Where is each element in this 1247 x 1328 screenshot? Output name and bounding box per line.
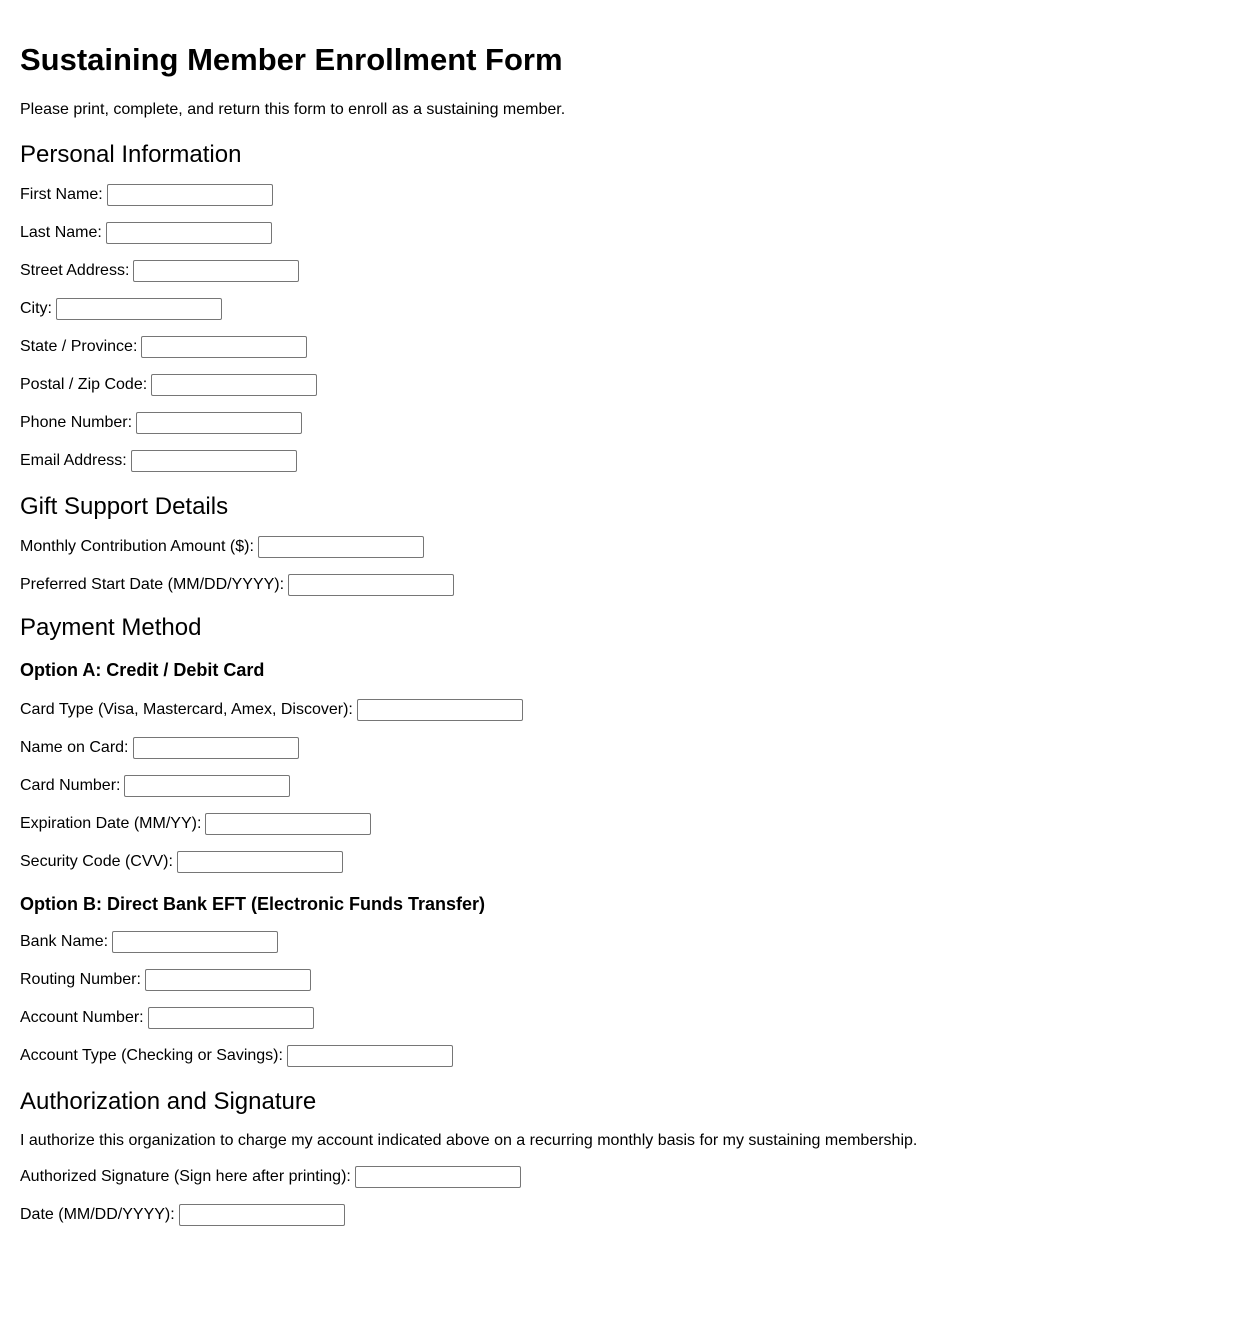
monthly-amount-label: Monthly Contribution Amount ($): bbox=[20, 538, 254, 555]
card-number-field[interactable] bbox=[124, 775, 290, 797]
account-number-field[interactable] bbox=[148, 1007, 314, 1029]
field-row-name-on-card bbox=[20, 737, 1227, 759]
field-row-card-type bbox=[20, 699, 1227, 721]
name-on-card-field[interactable] bbox=[133, 737, 299, 759]
field-row-monthly-amount bbox=[20, 536, 1227, 558]
date-label: Date (MM/DD/YYYY): bbox=[20, 1206, 175, 1223]
page-title: Sustaining Member Enrollment Form bbox=[20, 42, 563, 77]
first-name-field[interactable] bbox=[107, 184, 273, 206]
field-row-signature bbox=[20, 1166, 1227, 1188]
postal-zip-field[interactable] bbox=[151, 374, 317, 396]
field-row-account-type bbox=[20, 1045, 1227, 1067]
section-heading-personal: Personal Information bbox=[20, 141, 242, 168]
postal-zip-label: Postal / Zip Code: bbox=[20, 376, 148, 393]
street-address-field[interactable] bbox=[133, 260, 299, 282]
field-row-street-address bbox=[20, 260, 1227, 282]
start-date-field[interactable] bbox=[288, 574, 454, 596]
section-heading-gift: Gift Support Details bbox=[20, 493, 229, 520]
field-row-bank-name bbox=[20, 931, 1227, 953]
expiration-field[interactable] bbox=[205, 813, 371, 835]
field-row-state-province bbox=[20, 336, 1227, 358]
authorization-statement: I authorize this organization to charge my account indicated above on a recurring monthly basis for my sustaining membership. bbox=[20, 1132, 918, 1149]
field-row-card-number bbox=[20, 775, 1227, 797]
monthly-amount-field[interactable] bbox=[258, 536, 424, 558]
account-type-field[interactable] bbox=[287, 1045, 453, 1067]
card-number-label: Card Number: bbox=[20, 777, 121, 794]
email-label: Email Address: bbox=[20, 452, 127, 469]
field-row-cvv bbox=[20, 851, 1227, 873]
field-row-email bbox=[20, 450, 1227, 472]
cvv-label: Security Code (CVV): bbox=[20, 853, 173, 870]
state-province-label: State / Province: bbox=[20, 338, 138, 355]
field-row-account-number bbox=[20, 1007, 1227, 1029]
last-name-label: Last Name: bbox=[20, 224, 102, 241]
city-field[interactable] bbox=[56, 298, 222, 320]
street-address-label: Street Address: bbox=[20, 262, 130, 279]
subheading-option-b: Option B: Direct Bank EFT (Electronic Funds Transfer) bbox=[20, 894, 486, 914]
form-intro: Please print, complete, and return this form to enroll as a sustaining member. bbox=[20, 101, 566, 118]
date-field[interactable] bbox=[179, 1204, 345, 1226]
city-label: City: bbox=[20, 300, 52, 317]
cvv-field[interactable] bbox=[177, 851, 343, 873]
routing-number-field[interactable] bbox=[145, 969, 311, 991]
routing-number-label: Routing Number: bbox=[20, 971, 141, 988]
state-province-field[interactable] bbox=[141, 336, 307, 358]
field-row-expiration bbox=[20, 813, 1227, 835]
last-name-field[interactable] bbox=[106, 222, 272, 244]
field-row-date bbox=[20, 1204, 1227, 1226]
enrollment-form-page bbox=[0, 42, 1247, 1226]
field-row-start-date bbox=[20, 574, 1227, 596]
field-row-first-name bbox=[20, 184, 1227, 206]
name-on-card-label: Name on Card: bbox=[20, 739, 129, 756]
expiration-label: Expiration Date (MM/YY): bbox=[20, 815, 202, 832]
field-row-last-name bbox=[20, 222, 1227, 244]
section-heading-payment: Payment Method bbox=[20, 614, 202, 641]
account-number-label: Account Number: bbox=[20, 1009, 144, 1026]
section-heading-authorization: Authorization and Signature bbox=[20, 1088, 317, 1115]
account-type-label: Account Type (Checking or Savings): bbox=[20, 1047, 283, 1064]
field-row-postal-zip bbox=[20, 374, 1227, 396]
signature-label: Authorized Signature (Sign here after printing): bbox=[20, 1168, 351, 1185]
field-row-city bbox=[20, 298, 1227, 320]
card-type-field[interactable] bbox=[357, 699, 523, 721]
subheading-option-a: Option A: Credit / Debit Card bbox=[20, 660, 265, 680]
phone-label: Phone Number: bbox=[20, 414, 133, 431]
card-type-label: Card Type (Visa, Mastercard, Amex, Discover): bbox=[20, 701, 353, 718]
signature-field[interactable] bbox=[355, 1166, 521, 1188]
first-name-label: First Name: bbox=[20, 186, 103, 203]
phone-field[interactable] bbox=[136, 412, 302, 434]
field-row-routing-number bbox=[20, 969, 1227, 991]
bank-name-label: Bank Name: bbox=[20, 933, 109, 950]
start-date-label: Preferred Start Date (MM/DD/YYYY): bbox=[20, 576, 285, 593]
bank-name-field[interactable] bbox=[112, 931, 278, 953]
email-field[interactable] bbox=[131, 450, 297, 472]
field-row-phone bbox=[20, 412, 1227, 434]
